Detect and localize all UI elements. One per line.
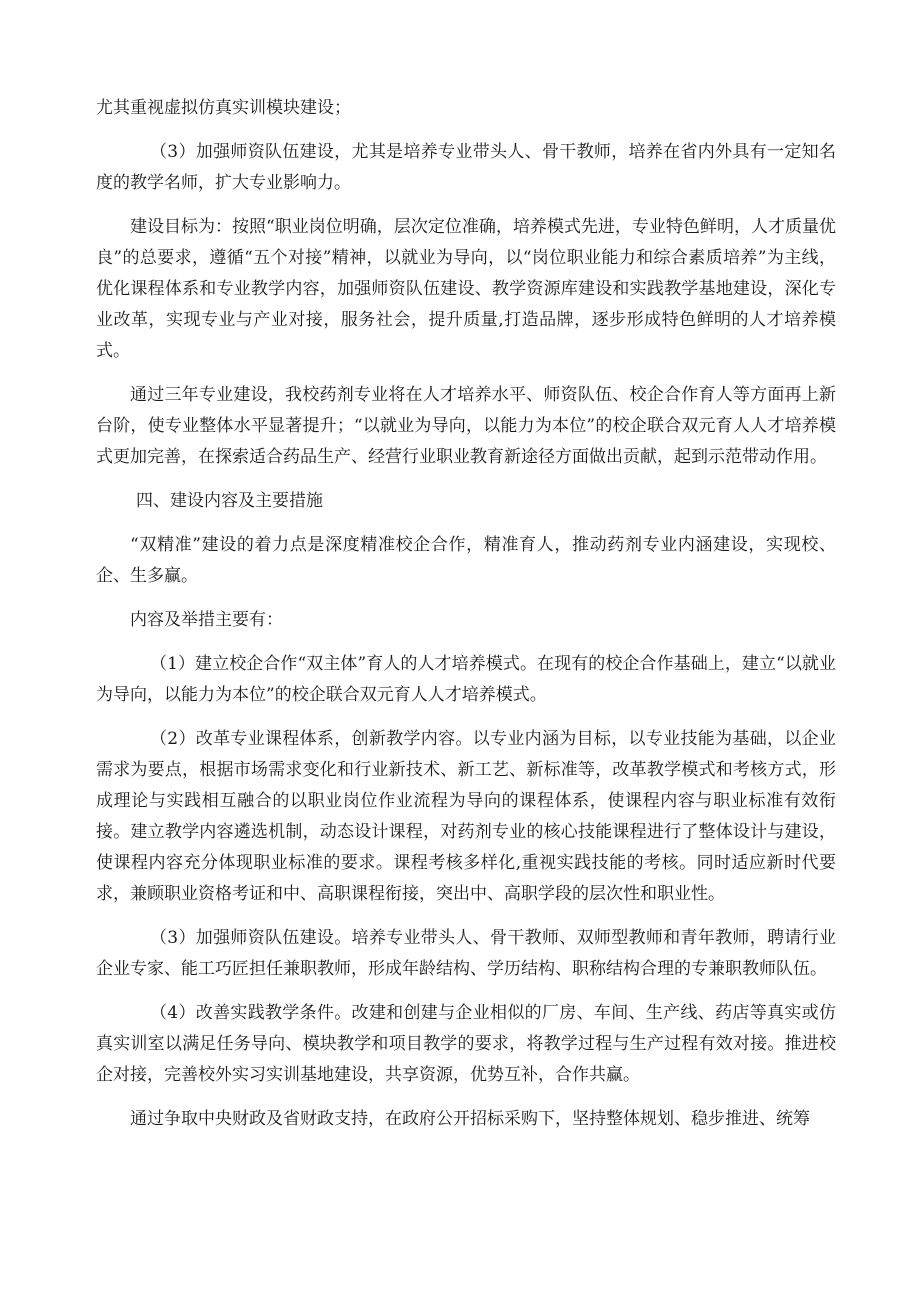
- paragraph-2: （3）加强师资队伍建设，尤其是培养专业带头人、骨干教师，培养在省内外具有一定知名度的教学名师，扩大专业影响力。: [96, 142, 836, 193]
- paragraph-4: 通过三年专业建设，我校药剂专业将在人才培养水平、师资队伍、校企合作育人等方面再上新台阶，使专业整体水平显著提升；“以就业为导向，以能力为本位”的校企联合双元育人人才培养模式更加完善，在探索适合药品生产、经营行业职业教育新途径方面做出贡献，起到示范带动作用。: [96, 385, 836, 467]
- paragraph-1: 尤其重视虚拟仿真实训模块建设；: [96, 98, 351, 118]
- paragraph-5: “双精准”建设的着力点是深度精准校企合作，精准育人，推动药剂专业内涵建设，实现校、企、生多赢。: [96, 535, 836, 586]
- paragraph-3: 建设目标为：按照“职业岗位明确，层次定位准确，培养模式先进，专业特色鲜明，人才质量优良”的总要求，遵循“五个对接”精神，以就业为导向，以“岗位职业能力和综合素质培养”为主线，优化课程体系和专业教学内容，加强师资队伍建设、教学资源库建设和实践教学基地建设，深化专业改革，实现专业与产业对接，服务社会，提升质量,打造品牌，逐步形成特色鲜明的人才培养模式。: [96, 217, 836, 361]
- paragraph-9: （3）加强师资队伍建设。培养专业带头人、骨干教师、双师型教师和青年教师，聘请行业企业专家、能工巧匠担任兼职教师，形成年龄结构、学历结构、职称结构合理的专兼职教师队伍。: [96, 928, 836, 979]
- paragraph-11: 通过争取中央财政及省财政支持，在政府公开招标采购下，坚持整体规划、稳步推进、统筹: [130, 1109, 810, 1129]
- paragraph-7: （1）建立校企合作“双主体”育人的人才培养模式。在现有的校企合作基础上，建立“以就业为导向，以能力为本位”的校企联合双元育人人才培养模式。: [96, 654, 836, 705]
- section-heading: 四、建设内容及主要措施: [136, 491, 323, 511]
- paragraph-10: （4）改善实践教学条件。改建和创建与企业相似的厂房、车间、生产线、药店等真实或仿真实训室以满足任务导向、模块教学和项目教学的要求，将教学过程与生产过程有效对接。推进校企对接，完善校外实习实训基地建设，共享资源，优势互补，合作共赢。: [96, 1003, 836, 1085]
- paragraph-6: 内容及举措主要有：: [130, 610, 283, 630]
- paragraph-8: （2）改革专业课程体系，创新教学内容。以专业内涵为目标，以专业技能为基础，以企业需求为要点，根据市场需求变化和行业新技术、新工艺、新标准等，改革教学模式和考核方式，形成理论与实践相互融合的以职业岗位作业流程为导向的课程体系，使课程内容与职业标准有效衔接。建立教学内容遴选机制，动态设计课程，对药剂专业的核心技能课程进行了整体设计与建设，使课程内容充分体现职业标准的要求。课程考核多样化,重视实践技能的考核。同时适应新时代要求，兼顾职业资格考证和中、高职课程衔接，突出中、高职学段的层次性和职业性。: [96, 729, 836, 904]
- document-body: [96, 93, 836, 1135]
